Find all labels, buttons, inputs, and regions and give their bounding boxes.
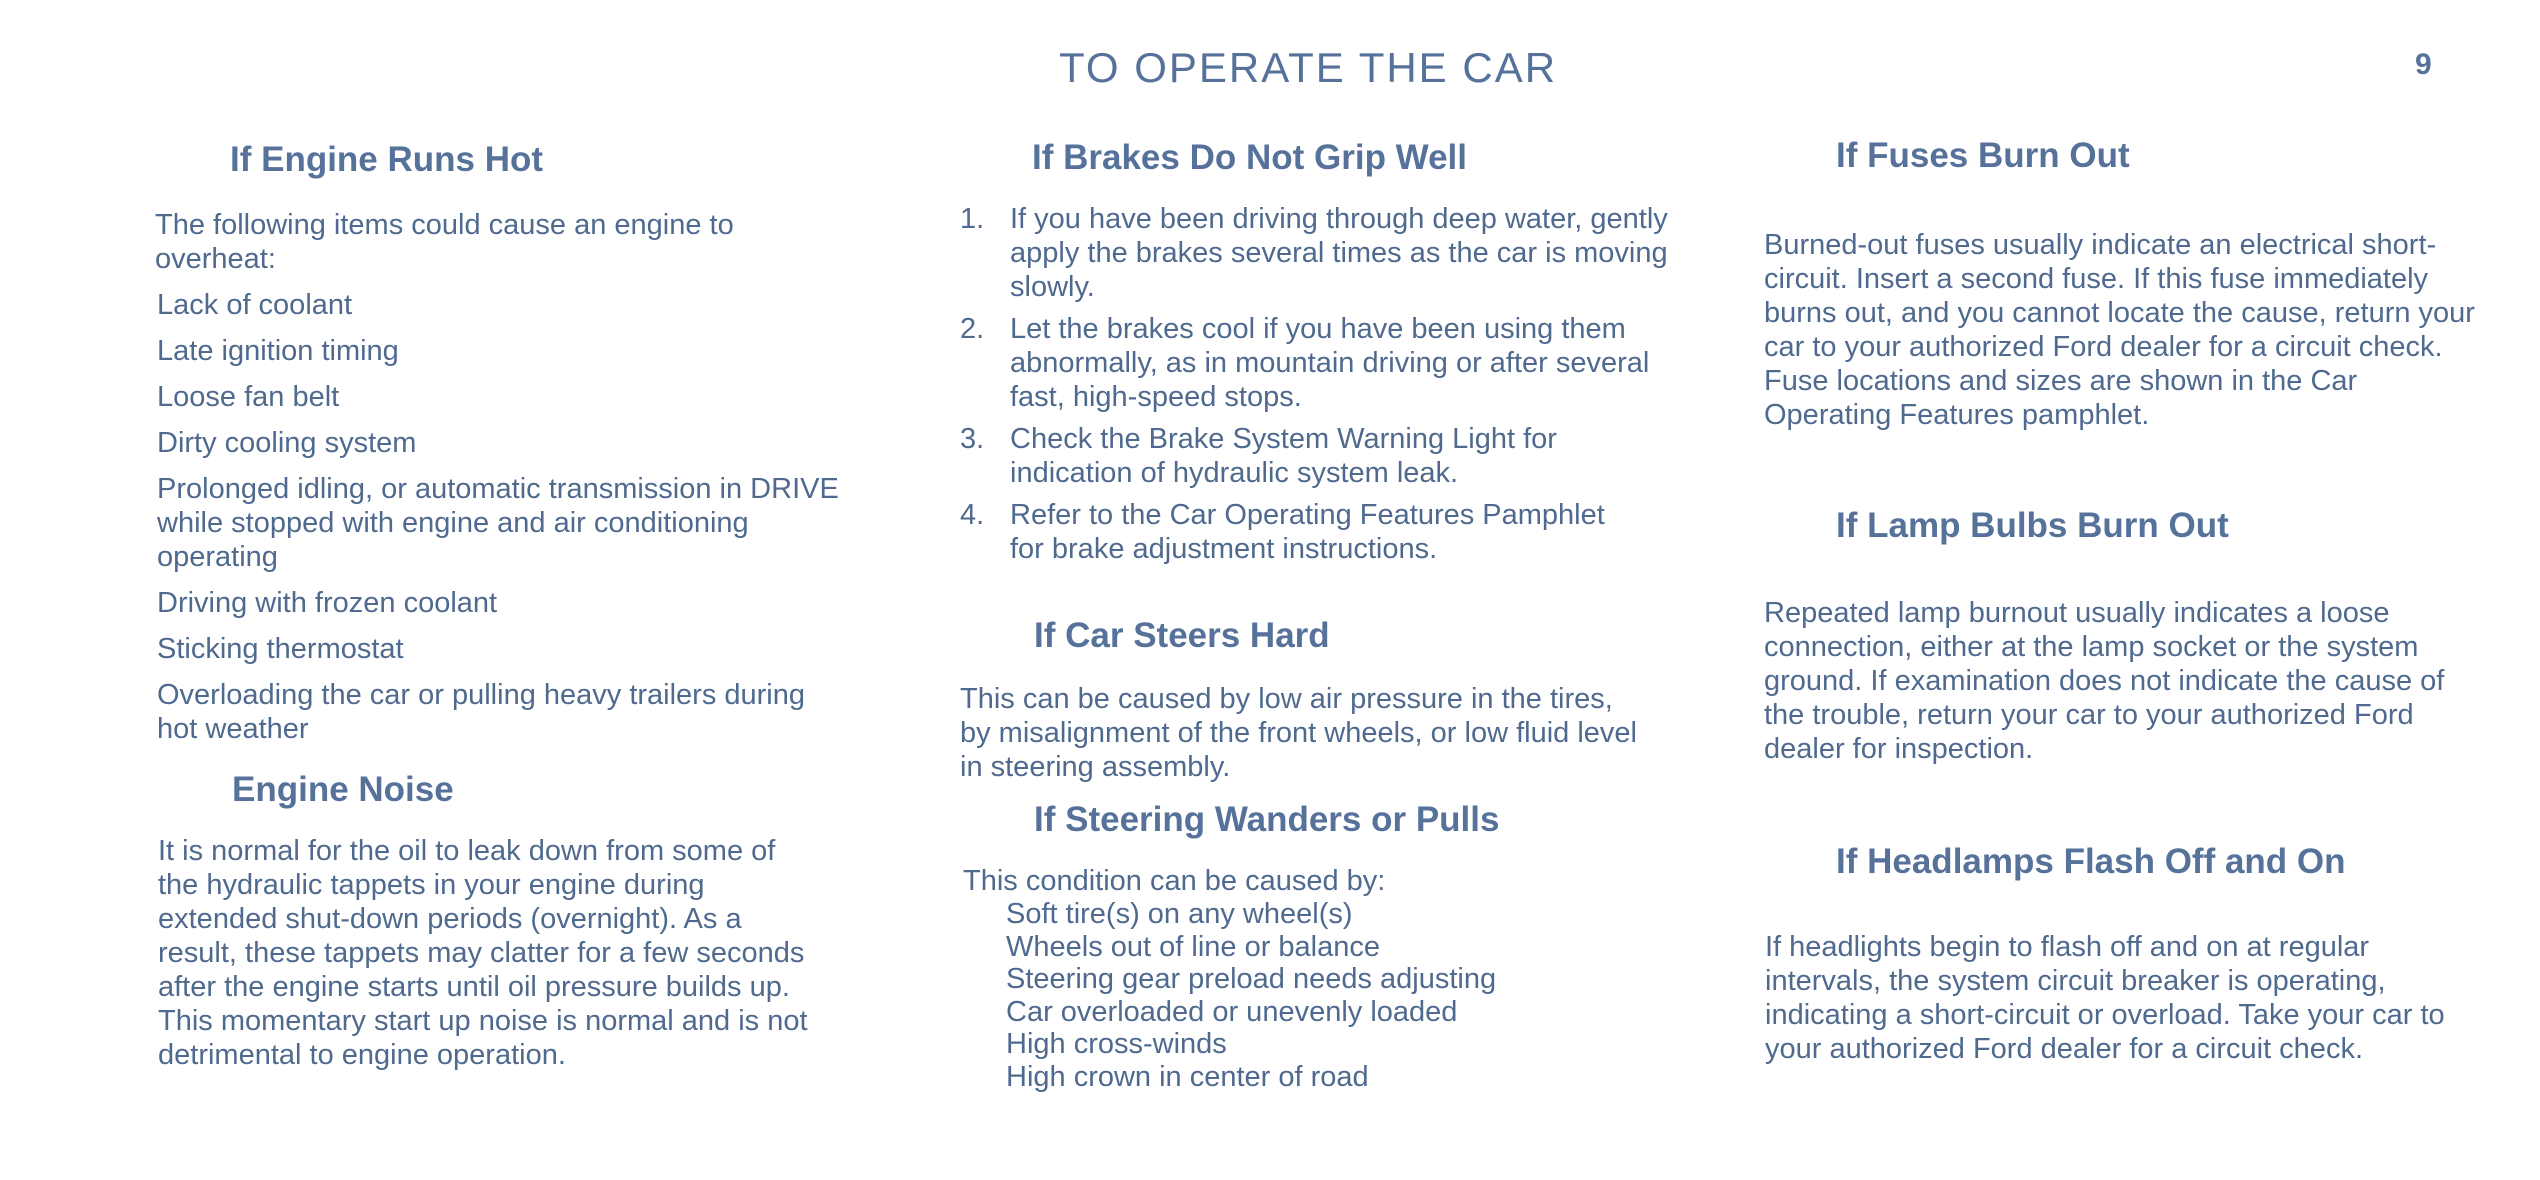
heading-fuses-burn-out: If Fuses Burn Out: [1836, 136, 2130, 175]
heading-headlamps-flash: If Headlamps Flash Off and On: [1836, 842, 2346, 881]
heading-steering-wanders: If Steering Wanders or Pulls: [1034, 800, 1500, 839]
list-item: Car overloaded or unevenly loaded: [1006, 995, 1458, 1028]
list-item: Late ignition timing: [157, 335, 399, 367]
list-item: Prolonged idling, or automatic transmission in DRIVE while stopped with engine and air conditioning operating: [157, 473, 839, 573]
list-item: Soft tire(s) on any wheel(s): [1006, 898, 1353, 930]
list-item: High crown in center of road: [1006, 1060, 1369, 1093]
steers-hard-body: This can be caused by low air pressure in the tires, by misalignment of the front wheels, or low fluid level in steering assembly.: [960, 683, 1637, 783]
heading-car-steers-hard: If Car Steers Hard: [1034, 616, 1330, 655]
engine-noise-body: It is normal for the oil to leak down from some of the hydraulic tappets in your engine during extended shut-down periods (overnight). As a result, these tappets may clatter for a few seconds after the engine starts until oil pressure builds up. This momentary start up noise is normal and is not detrimental to engine operation.: [158, 835, 808, 1071]
item-text: If you have been driving through deep water, gently apply the brakes several times as the car is moving slowly.: [1010, 203, 1668, 303]
heading-engine-runs-hot: If Engine Runs Hot: [230, 140, 544, 179]
numbered-item: [960, 422, 1680, 490]
wanders-intro: This condition can be caused by:: [963, 865, 1386, 897]
heading-brakes-grip: If Brakes Do Not Grip Well: [1032, 138, 1467, 177]
list-item: Loose fan belt: [157, 381, 340, 413]
list-item: Dirty cooling system: [157, 427, 417, 459]
list-item: Overloading the car or pulling heavy trailers during hot weather: [157, 679, 806, 745]
item-number: 2.: [960, 313, 985, 345]
list-item: High cross-winds: [1006, 1028, 1227, 1060]
item-number: 3.: [960, 423, 985, 455]
fuses-body: Burned-out fuses usually indicate an electrical short-circuit. Insert a second fuse. If this fuse immediately burns out, and you cannot locate the cause, return your car to your authorized Ford dealer for a circuit check. Fuse locations and sizes are shown in the Car Operating Features pamphlet.: [1764, 229, 2475, 431]
list-item: Wheels out of line or balance: [1006, 930, 1380, 963]
headlamps-body: If headlights begin to flash off and on at regular intervals, the system circuit breaker is operating, indicating a short-circuit or overload. Take your car to your authorized Ford dealer for a circuit check.: [1765, 931, 2445, 1065]
list-item: Sticking thermostat: [157, 633, 404, 665]
page-number: 9: [2415, 48, 2432, 81]
item-text: Check the Brake System Warning Light for indication of hydraulic system leak.: [1010, 423, 1557, 489]
page-title: TO OPERATE THE CAR: [1058, 44, 1558, 91]
bulbs-body: Repeated lamp burnout usually indicates a loose connection, either at the lamp socket or the system ground. If examination does not indicate the cause of the trouble, return your car to your authorized Ford dealer for inspection.: [1764, 597, 2445, 765]
numbered-item: [960, 498, 1610, 566]
wanders-cause-list: [960, 898, 1496, 1093]
list-item: Driving with frozen coolant: [157, 587, 498, 619]
item-text: Let the brakes cool if you have been using them abnormally, as in mountain driving or after several fast, high-speed stops.: [1010, 313, 1650, 413]
item-number: 1.: [960, 203, 985, 235]
item-text: Refer to the Car Operating Features Pamphlet for brake adjustment instructions.: [1010, 499, 1605, 565]
engine-hot-intro: The following items could cause an engine to overheat:: [155, 209, 734, 275]
item-number: 4.: [960, 499, 985, 531]
list-item: Steering gear preload needs adjusting: [1006, 963, 1497, 995]
heading-engine-noise: Engine Noise: [232, 770, 454, 809]
list-item: Lack of coolant: [157, 289, 353, 321]
heading-lamp-bulbs: If Lamp Bulbs Burn Out: [1836, 506, 2229, 545]
numbered-item: [960, 312, 1680, 414]
numbered-item: [960, 202, 1680, 304]
